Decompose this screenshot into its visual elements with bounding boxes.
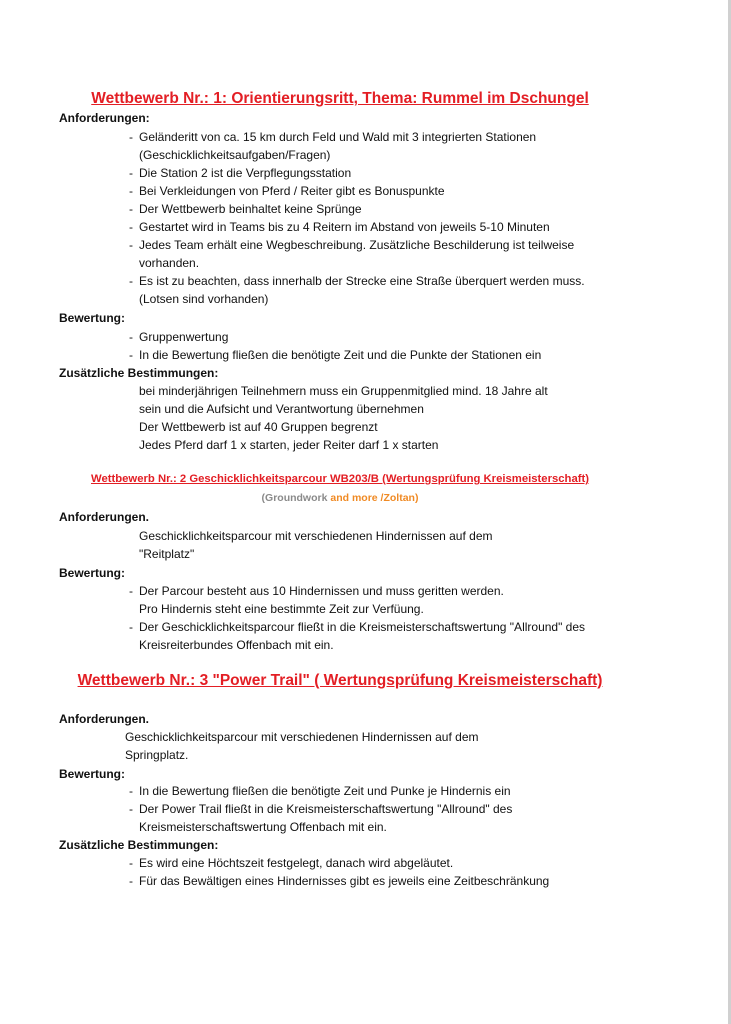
list-item: - Jedes Team erhält eine Wegbeschreibung. Zusätzliche Beschilderung ist teilweise [129,238,575,252]
paragraph-line: Der Wettbewerb ist auf 40 Gruppen begrenzt [139,420,378,434]
list-item-continuation: Pro Hindernis steht eine bestimmte Zeit zur Verfüung. [139,602,424,616]
list-item: - Es wird eine Höchtszeit festgelegt, danach wird abgeläutet. [129,856,454,870]
paragraph-line: "Reitplatz" [139,547,195,561]
section-1-zusatz-label: Zusätzliche Bestimmungen: [59,366,219,380]
section-3-bewertung-label: Bewertung: [59,767,125,781]
list-item-continuation: vorhanden. [139,256,200,270]
list-item-continuation: Kreismeisterschaftswertung Offenbach mit ein. [139,820,387,834]
paragraph-line: sein und die Aufsicht und Verantwortung übernehmen [139,402,424,416]
section-1-anforderungen-label: Anforderungen: [59,111,150,125]
list-item: - Der Power Trail fließt in die Kreismeisterschaftswertung "Allround" des [129,802,513,816]
section-1-bewertung-label: Bewertung: [59,311,125,325]
section-2-title: Wettbewerb Nr.: 2 Geschicklichkeitsparcour WB203/B (Wertungsprüfung Kreismeisterschaft) [90,473,590,485]
paragraph-line: Springplatz. [125,748,189,762]
list-item: - Der Parcour besteht aus 10 Hindernissen und muss geritten werden. [129,584,504,598]
section-3-title: Wettbewerb Nr.: 3 "Power Trail" ( Wertungsprüfung Kreismeisterschaft) [77,672,603,689]
list-item: - Bei Verkleidungen von Pferd / Reiter gibt es Bonuspunkte [129,184,445,198]
section-3-zusatz-label: Zusätzliche Bestimmungen: [59,838,219,852]
paragraph-line: Geschicklichkeitsparcour mit verschiedenen Hindernissen auf dem [139,529,493,543]
list-item: - Der Wettbewerb beinhaltet keine Sprünge [129,202,362,216]
list-item: - Geländeritt von ca. 15 km durch Feld und Wald mit 3 integrierten Stationen [129,130,537,144]
section-2-bewertung-label: Bewertung: [59,566,125,580]
list-item-continuation: Kreisreiterbundes Offenbach mit ein. [139,638,334,652]
list-item: - In die Bewertung fließen die benötigte Zeit und Punke je Hindernis ein [129,784,511,798]
list-item-continuation: (Geschicklichkeitsaufgaben/Fragen) [139,148,331,162]
list-item: - Die Station 2 ist die Verpflegungsstation [129,166,352,180]
list-item: - Der Geschicklichkeitsparcour fließt in die Kreismeisterschaftswertung "Allround" des [129,620,586,634]
list-item: - Es ist zu beachten, dass innerhalb der Strecke eine Straße überquert werden muss. [129,274,585,288]
section-2-anforderungen-label: Anforderungen. [59,510,149,524]
list-item: - Für das Bewältigen eines Hindernisses gibt es jeweils eine Zeitbeschränkung [129,874,550,888]
section-3-anforderungen-label: Anforderungen. [59,712,149,726]
paragraph-line: Jedes Pferd darf 1 x starten, jeder Reiter darf 1 x starten [139,438,439,452]
paragraph-line: bei minderjährigen Teilnehmern muss ein Gruppenmitglied mind. 18 Jahre alt [139,384,548,398]
list-item: - In die Bewertung fließen die benötigte Zeit und die Punkte der Stationen ein [129,348,542,362]
list-item: - Gruppenwertung [129,330,229,344]
list-item: - Gestartet wird in Teams bis zu 4 Reitern im Abstand von jeweils 5-10 Minuten [129,220,550,234]
paragraph-line: Geschicklichkeitsparcour mit verschiedenen Hindernissen auf dem [125,730,479,744]
list-item-continuation: (Lotsen sind vorhanden) [139,292,269,306]
section-1-title: Wettbewerb Nr.: 1: Orientierungsritt, Thema: Rummel im Dschungel [91,90,589,107]
section-2-subtitle: (Groundwork and more /Zoltan) [261,492,419,504]
